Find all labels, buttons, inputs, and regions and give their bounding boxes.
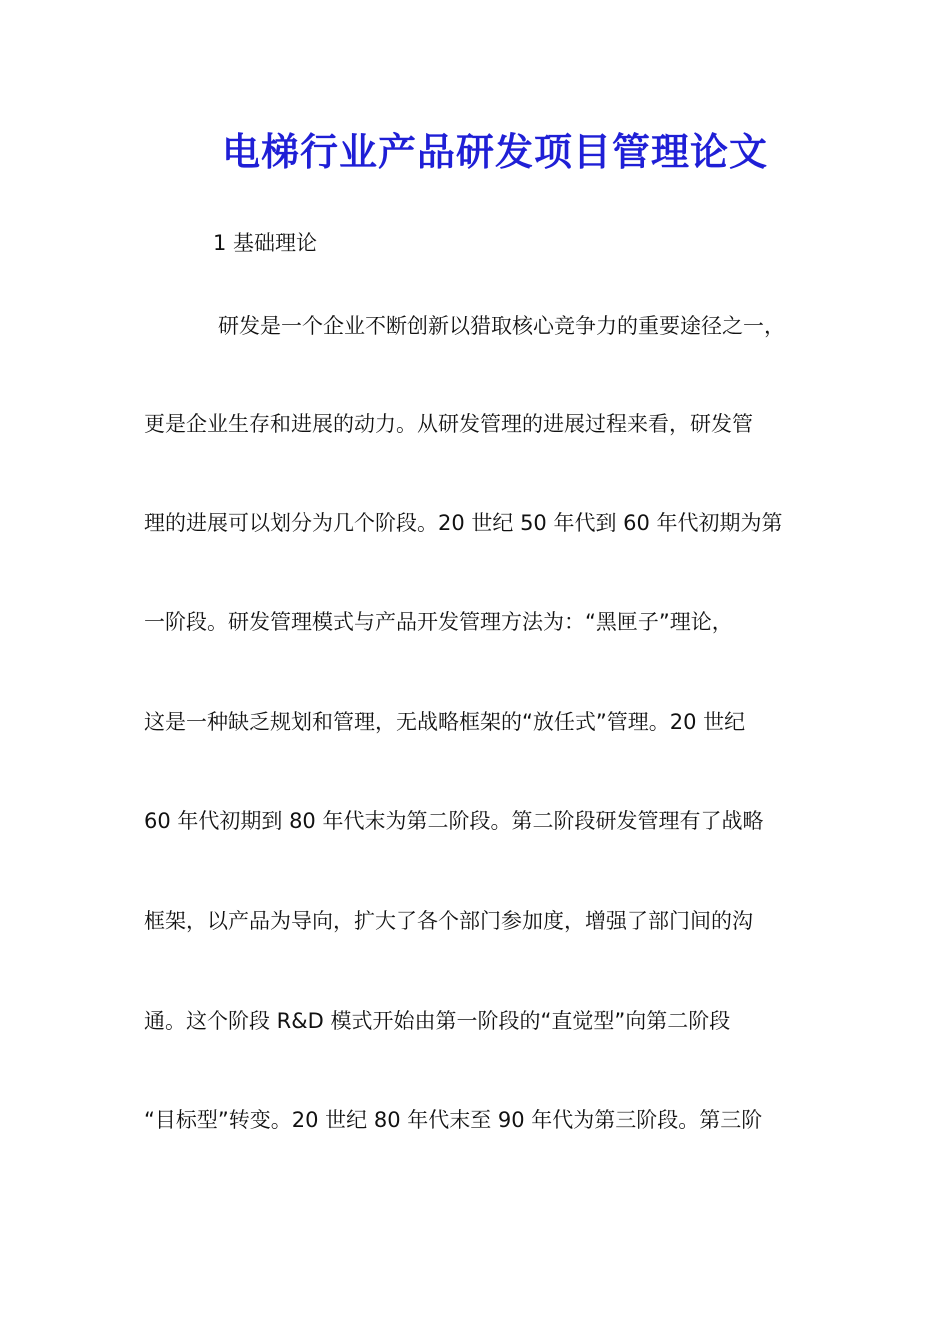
document-title: 电梯行业产品研发项目管理论文 (221, 129, 768, 174)
paragraph-line: 框架，以产品为导向，扩大了各个部门参加度，增强了部门间的沟 (144, 909, 753, 933)
paragraph-line: 一阶段。研发管理模式与产品开发管理方法为：“黑匣子”理论， (144, 610, 733, 634)
paragraph-line: 理的进展可以划分为几个阶段。20 世纪 50 年代到 60 年代初期为第 (144, 511, 783, 535)
paragraph-line: 通。这个阶段 R&D 模式开始由第一阶段的“直觉型”向第二阶段 (144, 1009, 731, 1033)
paragraph-line: “目标型”转变。20 世纪 80 年代末至 90 年代为第三阶段。第三阶 (144, 1108, 763, 1132)
paragraph-line: 更是企业生存和进展的动力。从研发管理的进展过程来看，研发管 (144, 412, 753, 436)
paragraph-line: 研发是一个企业不断创新以猎取核心竞争力的重要途径之一， (218, 314, 785, 338)
paragraph-line: 这是一种缺乏规划和管理，无战略框架的“放任式”管理。20 世纪 (144, 710, 746, 734)
section-heading: 1 基础理论 (213, 231, 318, 255)
paragraph-line: 60 年代初期到 80 年代末为第二阶段。第二阶段研发管理有了战略 (144, 809, 764, 833)
